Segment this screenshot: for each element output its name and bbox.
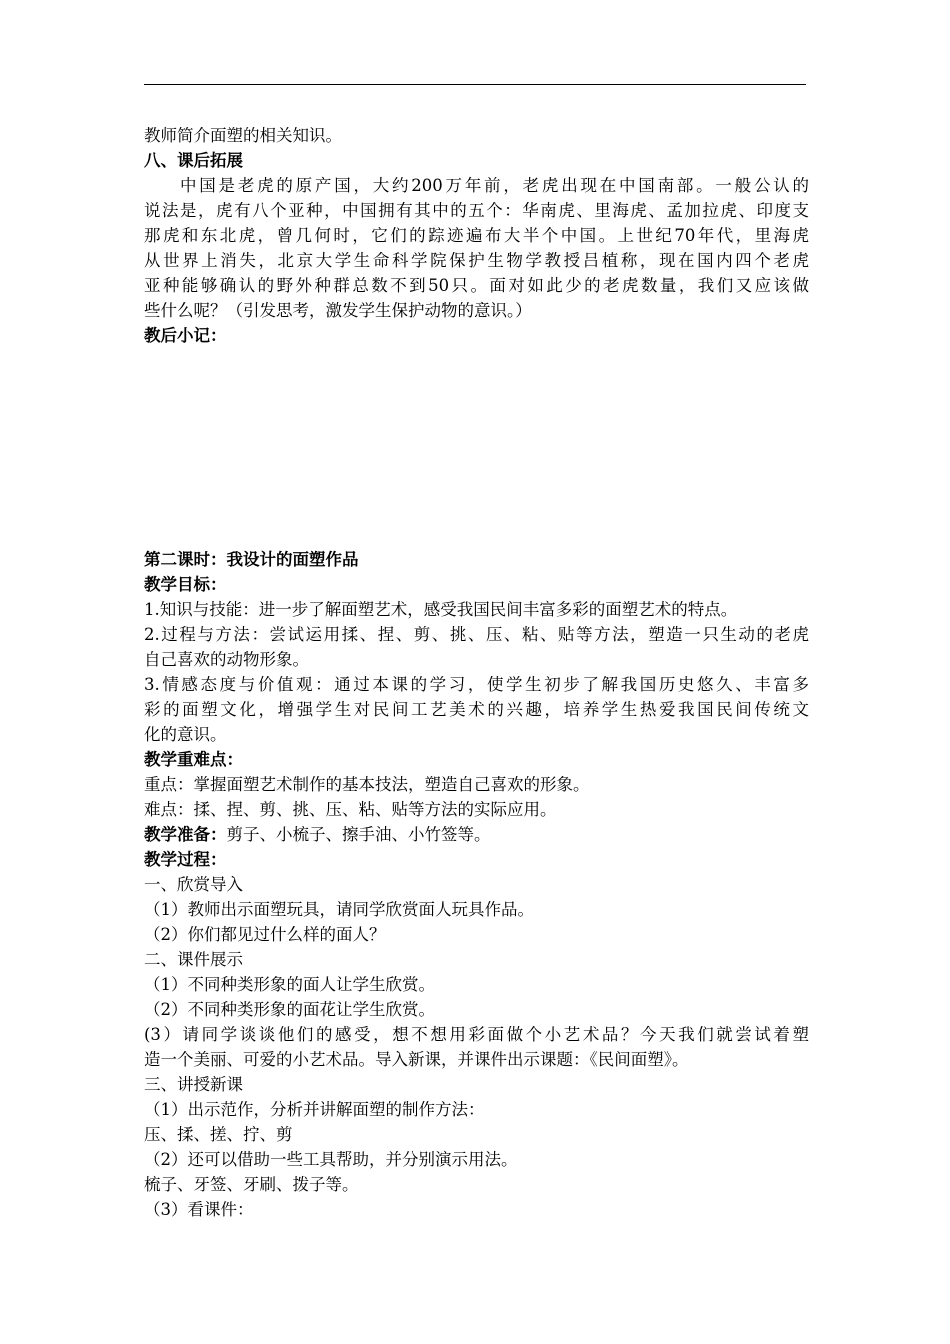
prep-text: 剪子、小梳子、擦手油、小竹签等。 <box>226 825 491 844</box>
goal-line: 2.过程与方法：尝试运用揉、捏、剪、挑、压、粘、贴等方法，塑造一只生动的老虎 <box>144 625 809 644</box>
process-step: 三、讲授新课 <box>144 1075 243 1094</box>
keypoints-heading: 教学重难点： <box>144 750 243 769</box>
intro-text: 教师简介面塑的相关知识。 <box>144 126 342 145</box>
process-step: （2）还可以借助一些工具帮助，并分别演示用法。 <box>144 1150 518 1169</box>
process-step: 压、揉、搓、拧、剪 <box>144 1125 293 1144</box>
notes-heading: 教后小记： <box>144 326 227 345</box>
process-step: （1）不同种类形象的面人让学生欣赏。 <box>144 975 435 994</box>
section8-line: 亚种能够确认的野外种群总数不到50只。面对如此少的老虎数量，我们又应该做 <box>144 276 809 295</box>
section8-line: 从世界上消失，北京大学生命科学院保护生物学教授吕植称，现在国内四个老虎 <box>144 251 809 270</box>
difficulty-text: 难点：揉、捏、剪、挑、压、粘、贴等方法的实际应用。 <box>144 800 557 819</box>
process-step: 梳子、牙签、牙刷、拨子等。 <box>144 1175 359 1194</box>
process-step: 造一个美丽、可爱的小艺术品。导入新课，并课件出示课题：《民间面塑》。 <box>144 1050 689 1069</box>
process-step: （1）教师出示面塑玩具，请同学欣赏面人玩具作品。 <box>144 900 534 919</box>
goal-line: 彩的面塑文化，增强学生对民间工艺美术的兴趣，培养学生热爱我国民间传统文 <box>144 700 809 719</box>
process-step: （2）你们都见过什么样的面人？ <box>144 925 386 944</box>
goal-line: 化的意识。 <box>144 725 227 744</box>
lesson2-title: 第二课时：我设计的面塑作品 <box>144 550 359 569</box>
goal-line: 自己喜欢的动物形象。 <box>144 650 309 669</box>
section8-line: 那虎和东北虎，曾几何时，它们的踪迹遍布大半个中国。上世纪70年代，里海虎 <box>144 226 809 245</box>
prep-label: 教学准备： <box>144 825 227 844</box>
goals-heading: 教学目标： <box>144 575 227 594</box>
process-step: (3）请同学谈谈他们的感受，想不想用彩面做个小艺术品？今天我们就尝试着塑 <box>144 1025 809 1044</box>
prep-line <box>144 823 809 847</box>
section8-line: 中国是老虎的原产国，大约200万年前，老虎出现在中国南部。一般公认的 <box>180 176 809 195</box>
process-step: 二、课件展示 <box>144 950 243 969</box>
process-step: （1）出示范作，分析并讲解面塑的制作方法： <box>144 1100 485 1119</box>
goal-line: 3.情感态度与价值观：通过本课的学习，使学生初步了解我国历史悠久、丰富多 <box>144 675 809 694</box>
process-step: （3）看课件： <box>144 1200 254 1219</box>
process-heading: 教学过程： <box>144 850 227 869</box>
section8-line: 些什么呢？（引发思考，激发学生保护动物的意识。） <box>144 301 532 320</box>
goal-line: 1.知识与技能：进一步了解面塑艺术，感受我国民间丰富多彩的面塑艺术的特点。 <box>144 600 738 619</box>
header-rule <box>144 84 806 85</box>
process-step: （2）不同种类形象的面花让学生欣赏。 <box>144 1000 435 1019</box>
keypoint-text: 重点：掌握面塑艺术制作的基本技法，塑造自己喜欢的形象。 <box>144 775 590 794</box>
process-step: 一、欣赏导入 <box>144 875 243 894</box>
section8-line: 说法是，虎有八个亚种，中国拥有其中的五个：华南虎、里海虎、孟加拉虎、印度支 <box>144 201 809 220</box>
section8-heading: 八、课后拓展 <box>144 151 243 170</box>
